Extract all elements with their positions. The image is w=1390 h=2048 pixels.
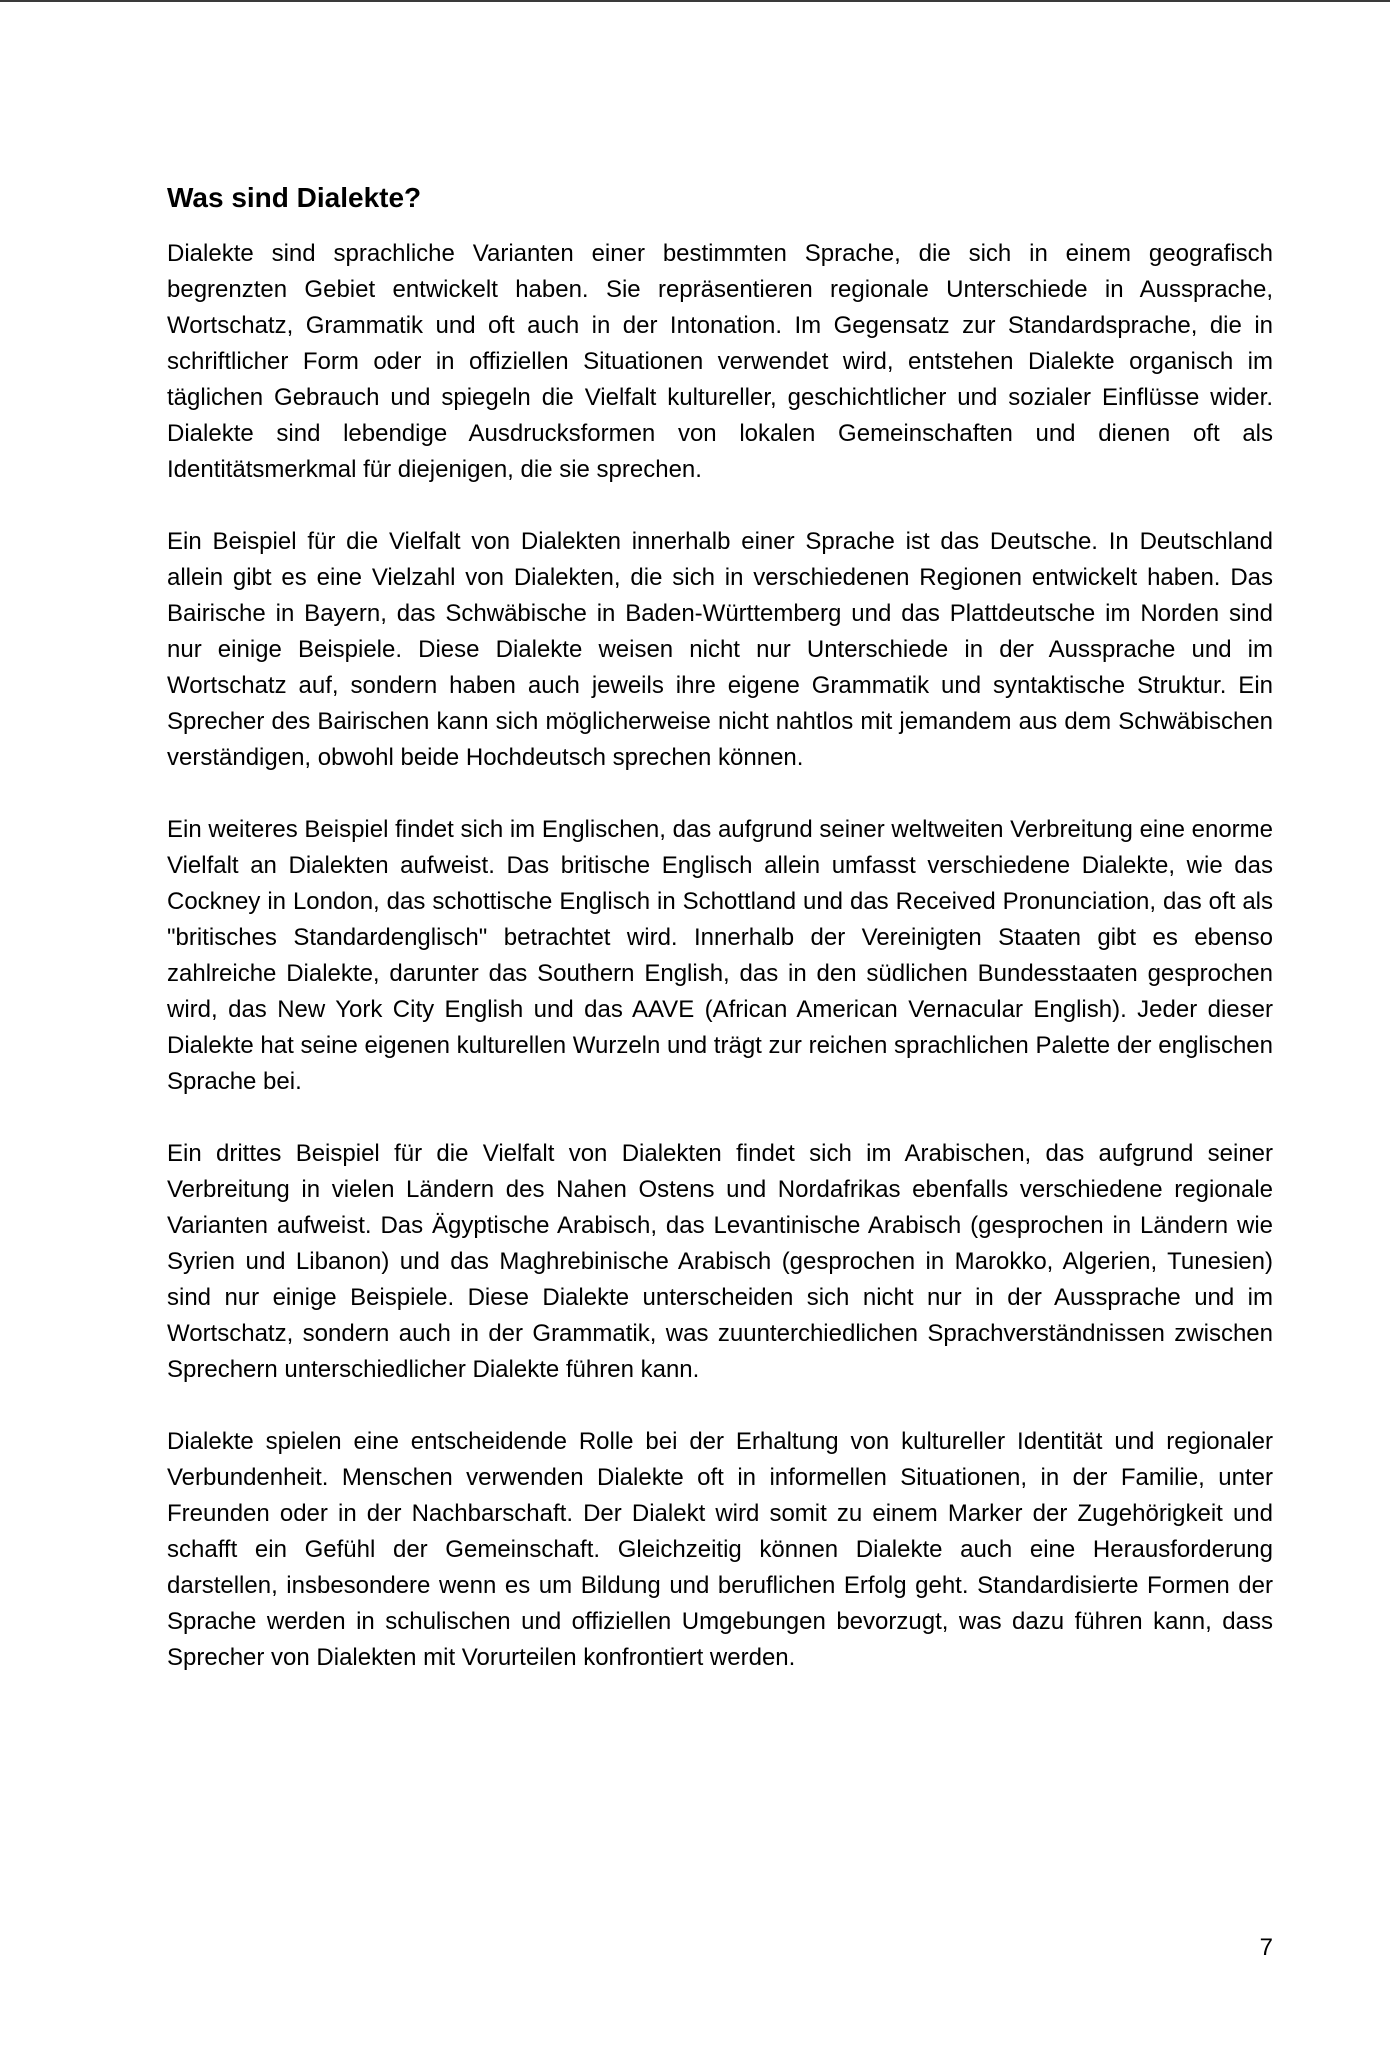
paragraph-beispiel-deutsch: Ein Beispiel für die Vielfalt von Dialekten innerhalb einer Sprache ist das Deutsche. In Deutschland allein gibt es eine Vielzahl von Dialekten, die sich in verschiedenen Regionen entwickelt haben. Das Bairische in Bayern, das Schwäbische in Baden-Württemberg und das Plattdeutsche im Norden sind nur einige Beispiele. Diese Dialekte weisen nicht nur Unterschiede in der Aussprache und im Wortschatz auf, sondern haben auch jeweils ihre eigene Grammatik und syntaktische Struktur. Ein Sprecher des Bairischen kann sich möglicherweise nicht nahtlos mit jemandem aus dem Schwäbischen verständigen, obwohl beide Hochdeutsch sprechen können. <box>167 528 1273 771</box>
paragraph-bedeutung-dialekte: Dialekte spielen eine entscheidende Rolle bei der Erhaltung von kultureller Identität und regionaler Verbundenheit. Menschen verwenden Dialekte oft in informellen Situationen, in der Familie, unter Freunden oder in der Nachbarschaft. Der Dialekt wird somit zu einem Marker der Zugehörigkeit und schafft ein Gefühl der Gemeinschaft. Gleichzeitig können Dialekte auch eine Herausforderung darstellen, insbesondere wenn es um Bildung und beruflichen Erfolg geht. Standardisierte Formen der Sprache werden in schulischen und offiziellen Umgebungen bevorzugt, was dazu führen kann, dass Sprecher von Dialekten mit Vorurteilen konfrontiert werden. <box>167 1428 1273 1671</box>
paragraph-intro-dialekte: Dialekte sind sprachliche Varianten einer bestimmten Sprache, die sich in einem geografisch begrenzten Gebiet entwickelt haben. Sie repräsentieren regionale Unterschiede in Aussprache, Wortschatz, Grammatik und oft auch in der Intonation. Im Gegensatz zur Standardsprache, die in schriftlicher Form oder in offiziellen Situationen verwendet wird, entstehen Dialekte organisch im täglichen Gebrauch und spiegeln die Vielfalt kultureller, geschichtlicher und sozialer Einflüsse wider. Dialekte sind lebendige Ausdrucksformen von lokalen Gemeinschaften und dienen oft als Identitätsmerkmal für diejenigen, die sie sprechen. <box>167 240 1273 483</box>
paragraph-beispiel-englisch: Ein weiteres Beispiel findet sich im Englischen, das aufgrund seiner weltweiten Verbreitung eine enorme Vielfalt an Dialekten aufweist. Das britische Englisch allein umfasst verschiedene Dialekte, wie das Cockney in London, das schottische Englisch in Schottland und das Received Pronunciation, das oft als "britisches Standardenglisch" betrachtet wird. Innerhalb der Vereinigten Staaten gibt es ebenso zahlreiche Dialekte, darunter das Southern English, das in den südlichen Bundesstaaten gesprochen wird, das New York City English und das AAVE (African American Vernacular English). Jeder dieser Dialekte hat seine eigenen kulturellen Wurzeln und trägt zur reichen sprachlichen Palette der englischen Sprache bei. <box>167 816 1273 1095</box>
page-top-edge <box>0 0 1390 2</box>
page-title: Was sind Dialekte? <box>167 182 422 213</box>
paragraph-beispiel-arabisch: Ein drittes Beispiel für die Vielfalt von Dialekten findet sich im Arabischen, das aufgrund seiner Verbreitung in vielen Ländern des Nahen Ostens und Nordafrikas ebenfalls verschiedene regionale Varianten aufweist. Das Ägyptische Arabisch, das Levantinische Arabisch (gesprochen in Ländern wie Syrien und Libanon) und das Maghrebinische Arabisch (gesprochen in Marokko, Algerien, Tunesien) sind nur einige Beispiele. Diese Dialekte unterscheiden sich nicht nur in der Aussprache und im Wortschatz, sondern auch in der Grammatik, was zuunterchiedlichen Sprachverständnissen zwischen Sprechern unterschiedlicher Dialekte führen kann. <box>167 1140 1273 1383</box>
document-content <box>167 180 1273 1676</box>
page-number: 7 <box>1259 1934 1273 1961</box>
